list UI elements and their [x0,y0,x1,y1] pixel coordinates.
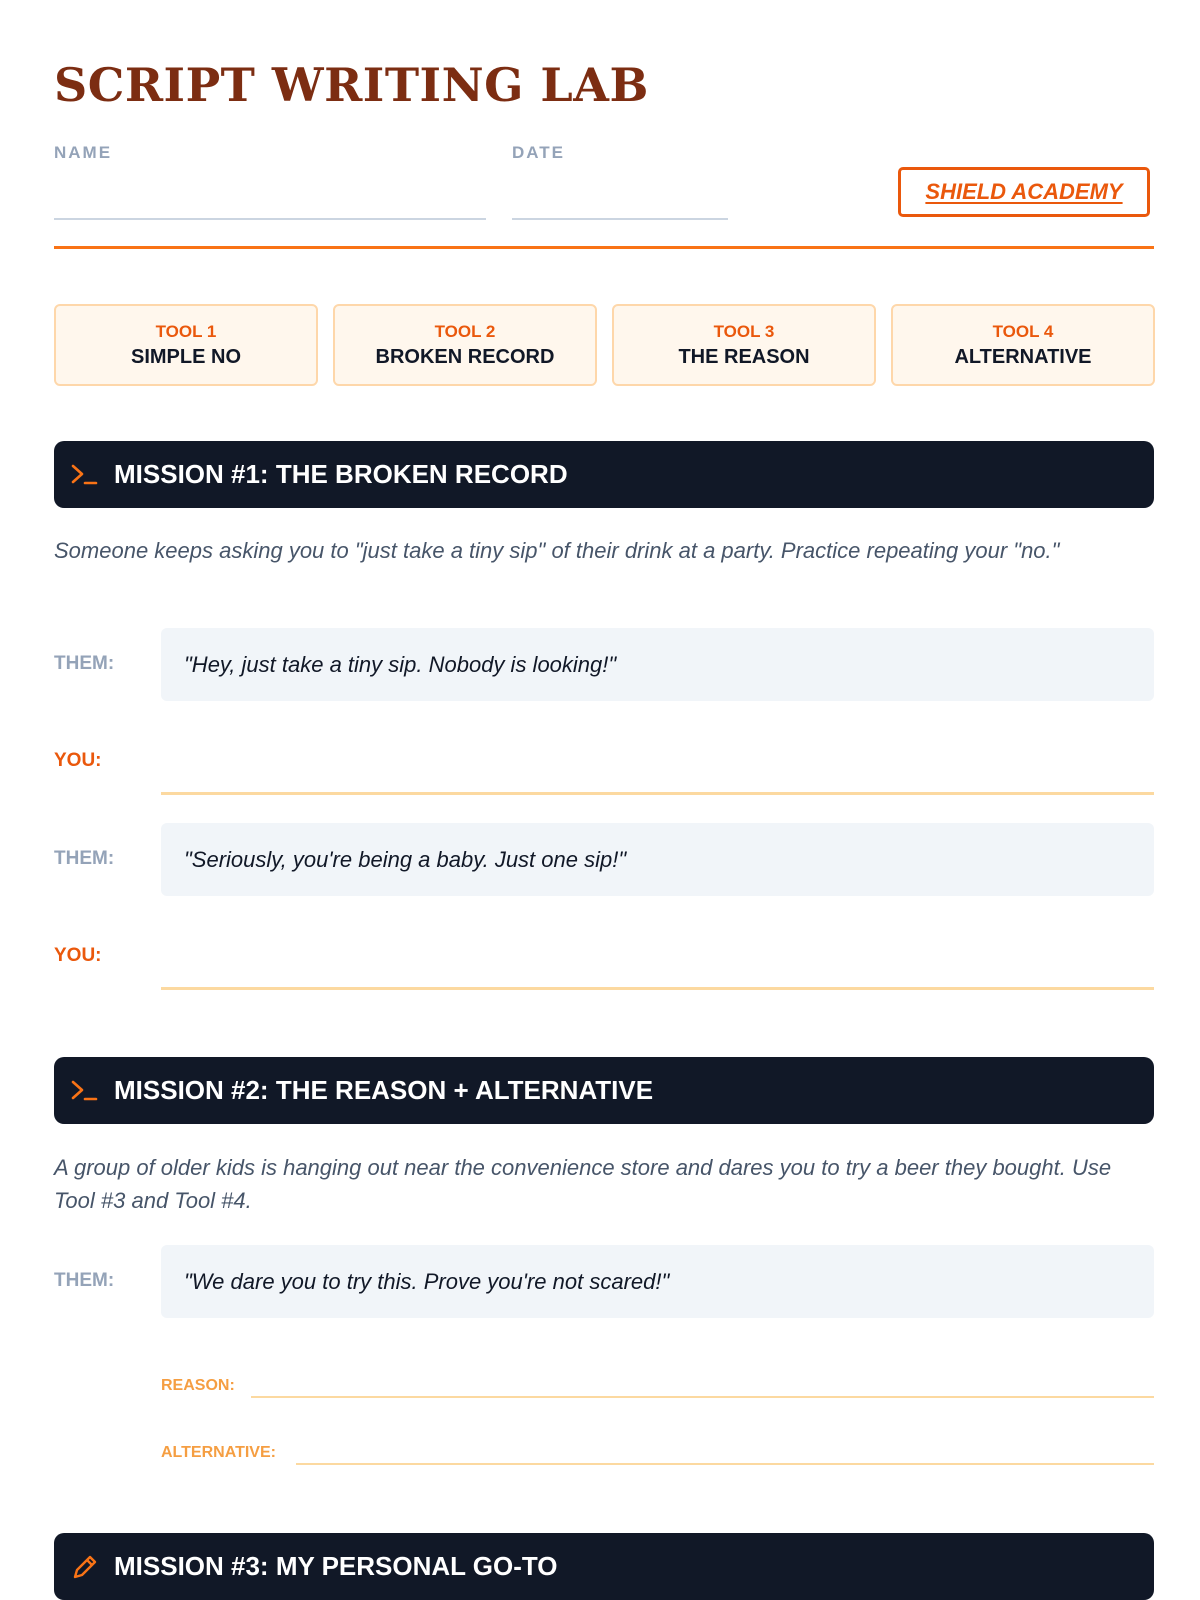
them-label: THEM: [54,653,115,674]
you-response-line[interactable] [161,987,1154,990]
you-response-line[interactable] [161,792,1154,795]
mission-1-header [54,441,1154,508]
terminal-prompt-icon [70,460,100,490]
mission-3-header [54,1533,1154,1600]
tool-number: TOOL 1 [155,321,217,341]
terminal-prompt-icon [70,1076,100,1106]
them-quote: "Seriously, you're being a baby. Just one sip!" [161,823,1154,896]
tool-card-2 [333,304,597,386]
tool-card-3 [612,304,876,386]
header-divider [54,246,1154,249]
mission-title: MISSION #1: THE BROKEN RECORD [114,459,568,489]
tool-number: TOOL 4 [992,321,1054,341]
academy-badge: SHIELD ACADEMY [898,167,1150,217]
page-title: SCRIPT WRITING LAB [54,58,649,112]
mission-2-header [54,1057,1154,1124]
alternative-label: ALTERNATIVE: [161,1444,276,1461]
date-field[interactable] [512,218,728,220]
tool-name: SIMPLE NO [130,345,241,368]
name-label: NAME [54,143,113,162]
you-label: YOU: [54,945,102,966]
them-label: THEM: [54,848,115,869]
tool-card-1 [54,304,318,386]
mission-title: MISSION #3: MY PERSONAL GO-TO [114,1551,558,1581]
reason-response-line[interactable] [251,1396,1154,1398]
tool-name: THE REASON [678,345,810,368]
tool-name: BROKEN RECORD [375,345,555,368]
pencil-icon [70,1552,100,1582]
you-label: YOU: [54,750,102,771]
name-field[interactable] [54,218,486,220]
mission-title: MISSION #2: THE REASON + ALTERNATIVE [114,1075,654,1105]
alternative-response-line[interactable] [296,1463,1154,1465]
tool-number: TOOL 2 [434,321,496,341]
reason-label: REASON: [161,1377,235,1394]
tool-number: TOOL 3 [713,321,775,341]
them-quote: "Hey, just take a tiny sip. Nobody is looking!" [161,628,1154,701]
mission-2-scenario: A group of older kids is hanging out near the convenience store and dares you to try a beer they bought. Use Tool #3 and Tool #4. [54,1155,1112,1213]
date-label: DATE [512,143,566,162]
them-label: THEM: [54,1270,115,1291]
tool-name: ALTERNATIVE [954,345,1092,368]
them-quote: "We dare you to try this. Prove you're not scared!" [161,1245,1154,1318]
mission-1-scenario: Someone keeps asking you to "just take a tiny sip" of their drink at a party. Practice repeating your "no." [54,538,1060,563]
tool-card-4 [891,304,1155,386]
